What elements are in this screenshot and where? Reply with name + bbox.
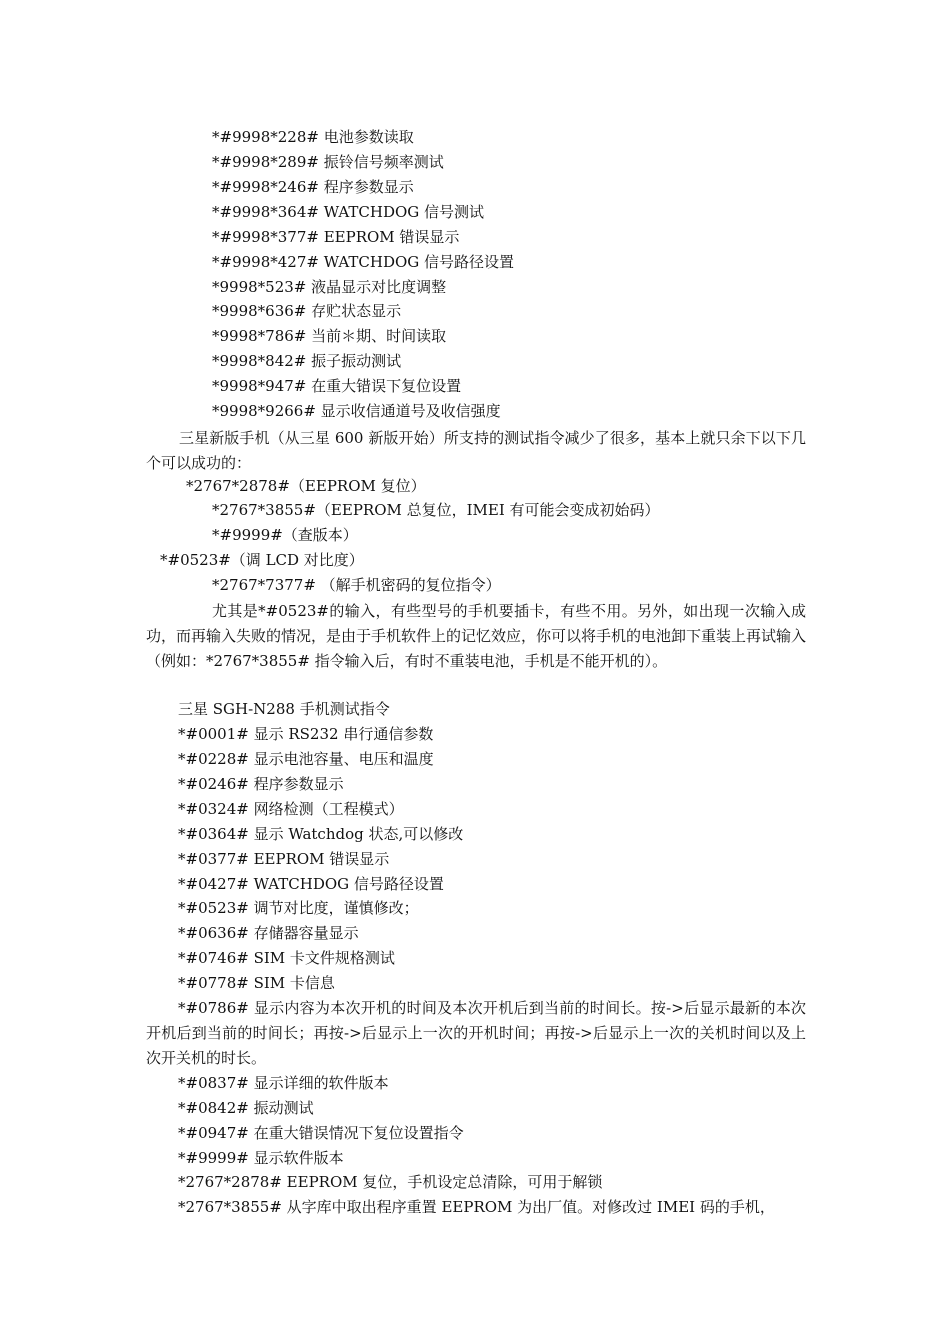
code-line: *#0778# SIM 卡信息 [178,974,335,992]
code-line: *#0523# 调节对比度，谨慎修改； [178,899,419,917]
code-line: *#0947# 在重大错误情况下复位设置指令 [178,1124,464,1142]
code-line: *#9999# 显示软件版本 [178,1149,344,1167]
code-line: *#9999#（查版本） [212,526,358,544]
code-line: *9998*786# 当前＊期、时间读取 [212,327,447,345]
code-line: *#0842# 振动测试 [178,1099,314,1117]
code-line: *#0364# 显示 Watchdog 状态,可以修改 [178,825,464,843]
code-line: *2767*2878#（EEPROM 复位） [186,477,426,495]
code-line: *#9998*246# 程序参数显示 [212,178,414,196]
code-line: *9998*636# 存贮状态显示 [212,302,402,320]
code-line: *#0228# 显示电池容量、电压和温度 [178,750,434,768]
code-line: *9998*947# 在重大错误下复位设置 [212,377,462,395]
section-title: 三星 SGH-N288 手机测试指令 [178,700,390,718]
code-line: *#9998*427# WATCHDOG 信号路径设置 [212,253,515,271]
code-line: *#0636# 存储器容量显示 [178,924,359,942]
code-line: *#0746# SIM 卡文件规格测试 [178,949,395,967]
code-line: *#0246# 程序参数显示 [178,775,344,793]
code-line: *#0001# 显示 RS232 串行通信参数 [178,725,434,743]
paragraph-note: 尤其是*#0523#的输入，有些型号的手机要插卡，有些不用。另外，如出现一次输入成功，而再输入失败的情况，是由于手机软件上的记忆效应，你可以将手机的电池卸下重装上再试输入（例如：*2767*3855# 指令输入后，有时不重装电池，手机是不能开机的）。 [146,602,807,670]
code-line: *#9998*289# 振铃信号频率测试 [212,153,444,171]
code-line: *#0837# 显示详细的软件版本 [178,1074,389,1092]
code-line: *#9998*364# WATCHDOG 信号测试 [212,203,485,221]
code-line: *2767*2878# EEPROM 复位，手机设定总清除，可用于解锁 [178,1173,603,1191]
code-line: *9998*523# 液晶显示对比度调整 [212,278,447,296]
paragraph-3855: *2767*3855# 从字库中取出程序重置 EEPROM 为出厂值。对修改过 IMEI 码的手机， [178,1198,775,1216]
code-line: *9998*842# 振子振动测试 [212,352,402,370]
code-line: *2767*3855#（EEPROM 总复位，IMEI 有可能会变成初始码） [212,501,660,519]
code-line: *9998*9266# 显示收信通道号及收信强度 [212,402,501,420]
code-line: *#0523#（调 LCD 对比度） [160,551,364,569]
code-line: *#9998*228# 电池参数读取 [212,128,414,146]
code-line: *#0377# EEPROM 错误显示 [178,850,390,868]
paragraph-new-models: 三星新版手机（从三星 600 新版开始）所支持的测试指令减少了很多，基本上就只余下以下几个可以成功的： [146,429,806,472]
code-line: *#0324# 网络检测（工程模式） [178,800,404,818]
code-line: *#9998*377# EEPROM 错误显示 [212,228,460,246]
code-line: *#0427# WATCHDOG 信号路径设置 [178,875,444,893]
paragraph-0786: *#0786# 显示内容为本次开机的时间及本次开机后到当前的时间长。按->后显示最新的本次开机后到当前的时间长；再按->后显示上一次的开机时间；再按->后显示上一次的关机时间以及上次开关机的时长。 [146,999,806,1067]
code-line: *2767*7377# （解手机密码的复位指令） [212,576,501,594]
